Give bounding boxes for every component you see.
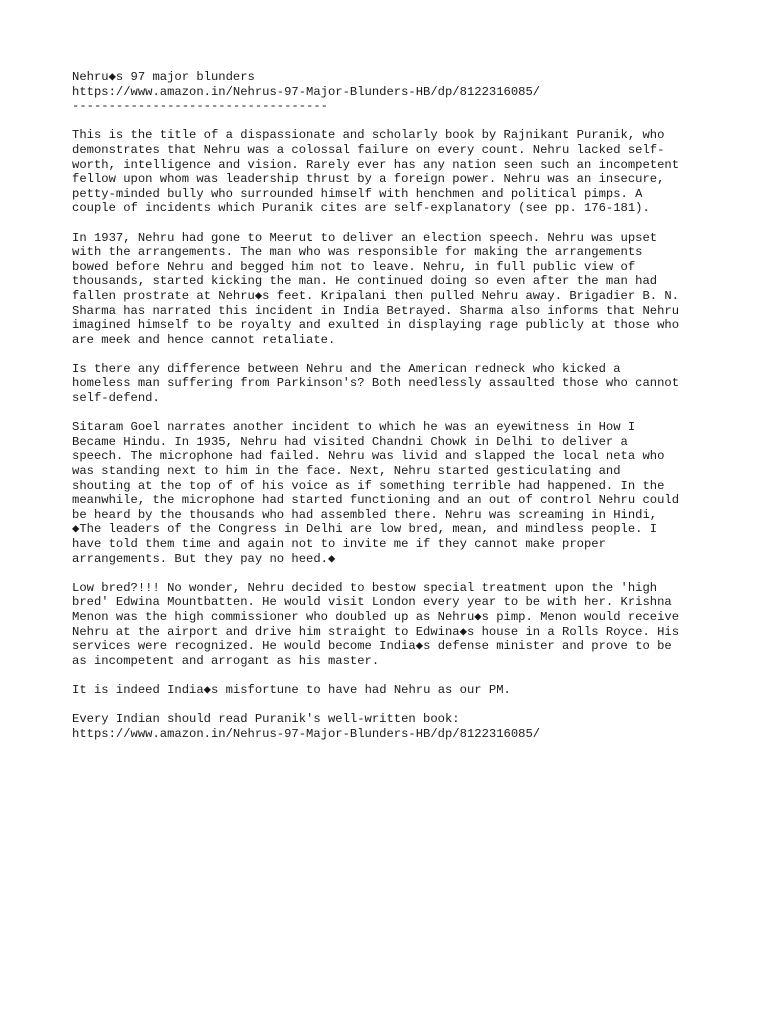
text-line: It is indeed India◆s misfortune to have had Nehru as our PM. bbox=[72, 682, 511, 697]
paragraph-chandni-chowk bbox=[72, 420, 712, 566]
text-line: Sharma has narrated this incident in India Betrayed. Sharma also informs that Nehru bbox=[72, 303, 680, 318]
paragraph-comparison bbox=[72, 362, 712, 406]
text-line: Every Indian should read Puranik's well-written book: bbox=[72, 712, 460, 727]
text-line: fellow upon whom was leadership thrust by a foreign power. Nehru was an insecure, bbox=[72, 172, 665, 187]
paragraph-intro bbox=[72, 128, 712, 216]
text-line: are meek and hence cannot retaliate. bbox=[72, 332, 336, 347]
text-line: shouting at the top of of his voice as if something terrible had happened. In the bbox=[72, 478, 665, 493]
text-line: be heard by the thousands who had assembled there. Nehru was screaming in Hindi, bbox=[72, 507, 658, 522]
paragraph-recommendation bbox=[72, 712, 712, 741]
text-line: Is there any difference between Nehru and the American redneck who kicked a bbox=[72, 361, 621, 376]
document-header bbox=[72, 70, 712, 114]
text-line: was standing next to him in the face. Next, Nehru started gesticulating and bbox=[72, 464, 621, 479]
separator-line: ----------------------------------- bbox=[72, 99, 328, 114]
paragraph-meerut bbox=[72, 231, 712, 348]
text-line: worth, intelligence and vision. Rarely ever has any nation seen such an incompetent bbox=[72, 157, 680, 172]
text-line: ◆The leaders of the Congress in Delhi are low bred, mean, and mindless people. I bbox=[72, 522, 658, 537]
paragraph-misfortune bbox=[72, 683, 712, 698]
text-line: bowed before Nehru and begged him not to leave. Nehru, in full public view of bbox=[72, 259, 636, 274]
text-line: Became Hindu. In 1935, Nehru had visited Chandni Chowk in Delhi to deliver a bbox=[72, 434, 628, 449]
text-line: speech. The microphone had failed. Nehru was livid and slapped the local neta who bbox=[72, 449, 665, 464]
text-line: have told them time and again not to invite me if they cannot make proper bbox=[72, 537, 606, 551]
document-page bbox=[72, 70, 712, 741]
book-url: https://www.amazon.in/Nehrus-97-Major-Blunders-HB/dp/8122316085/ bbox=[72, 726, 541, 741]
text-line: couple of incidents which Puranik cites are self-explanatory (see pp. 176-181). bbox=[72, 201, 650, 216]
text-line: Nehru at the airport and drive him straight to Edwina◆s house in a Rolls Royce. His bbox=[72, 624, 680, 639]
text-line: meanwhile, the microphone had started functioning and an out of control Nehru could bbox=[72, 493, 680, 508]
text-line: demonstrates that Nehru was a colossal failure on every count. Nehru lacked self- bbox=[72, 142, 665, 157]
text-line: bred' Edwina Mountbatten. He would visit London every year to be with her. Krishna bbox=[72, 595, 672, 610]
text-line: This is the title of a dispassionate and scholarly book by Rajnikant Puranik, who bbox=[72, 128, 665, 143]
text-line: In 1937, Nehru had gone to Meerut to deliver an election speech. Nehru was upset bbox=[72, 230, 658, 245]
document-title: Nehru◆s 97 major blunders bbox=[72, 70, 255, 84]
text-line: with the arrangements. The man who was responsible for making the arrangements bbox=[72, 245, 643, 260]
text-line: Low bred?!!! No wonder, Nehru decided to bestow special treatment upon the 'high bbox=[72, 580, 658, 595]
text-line: petty-minded bully who surrounded himself with henchmen and political pimps. A bbox=[72, 186, 643, 201]
text-line: arrangements. But they pay no heed.◆ bbox=[72, 551, 336, 566]
text-line: imagined himself to be royalty and exulted in displaying rage publicly at those who bbox=[72, 318, 680, 333]
text-line: fallen prostrate at Nehru◆s feet. Kripalani then pulled Nehru away. Brigadier B. N. bbox=[72, 288, 680, 303]
text-line: Sitaram Goel narrates another incident to which he was an eyewitness in How I bbox=[72, 420, 636, 435]
text-line: thousands, started kicking the man. He continued doing so even after the man had bbox=[72, 274, 658, 289]
source-url: https://www.amazon.in/Nehrus-97-Major-Blunders-HB/dp/8122316085/ bbox=[72, 84, 541, 99]
paragraph-low-bred bbox=[72, 581, 712, 669]
text-line: self-defend. bbox=[72, 391, 160, 406]
text-line: Menon was the high commissioner who doubled up as Nehru◆s pimp. Menon would receive bbox=[72, 609, 680, 624]
text-line: homeless man suffering from Parkinson's? Both needlessly assaulted those who cannot bbox=[72, 376, 680, 391]
text-line: services were recognized. He would become India◆s defense minister and prove to be bbox=[72, 639, 672, 654]
text-line: as incompetent and arrogant as his master. bbox=[72, 653, 380, 668]
